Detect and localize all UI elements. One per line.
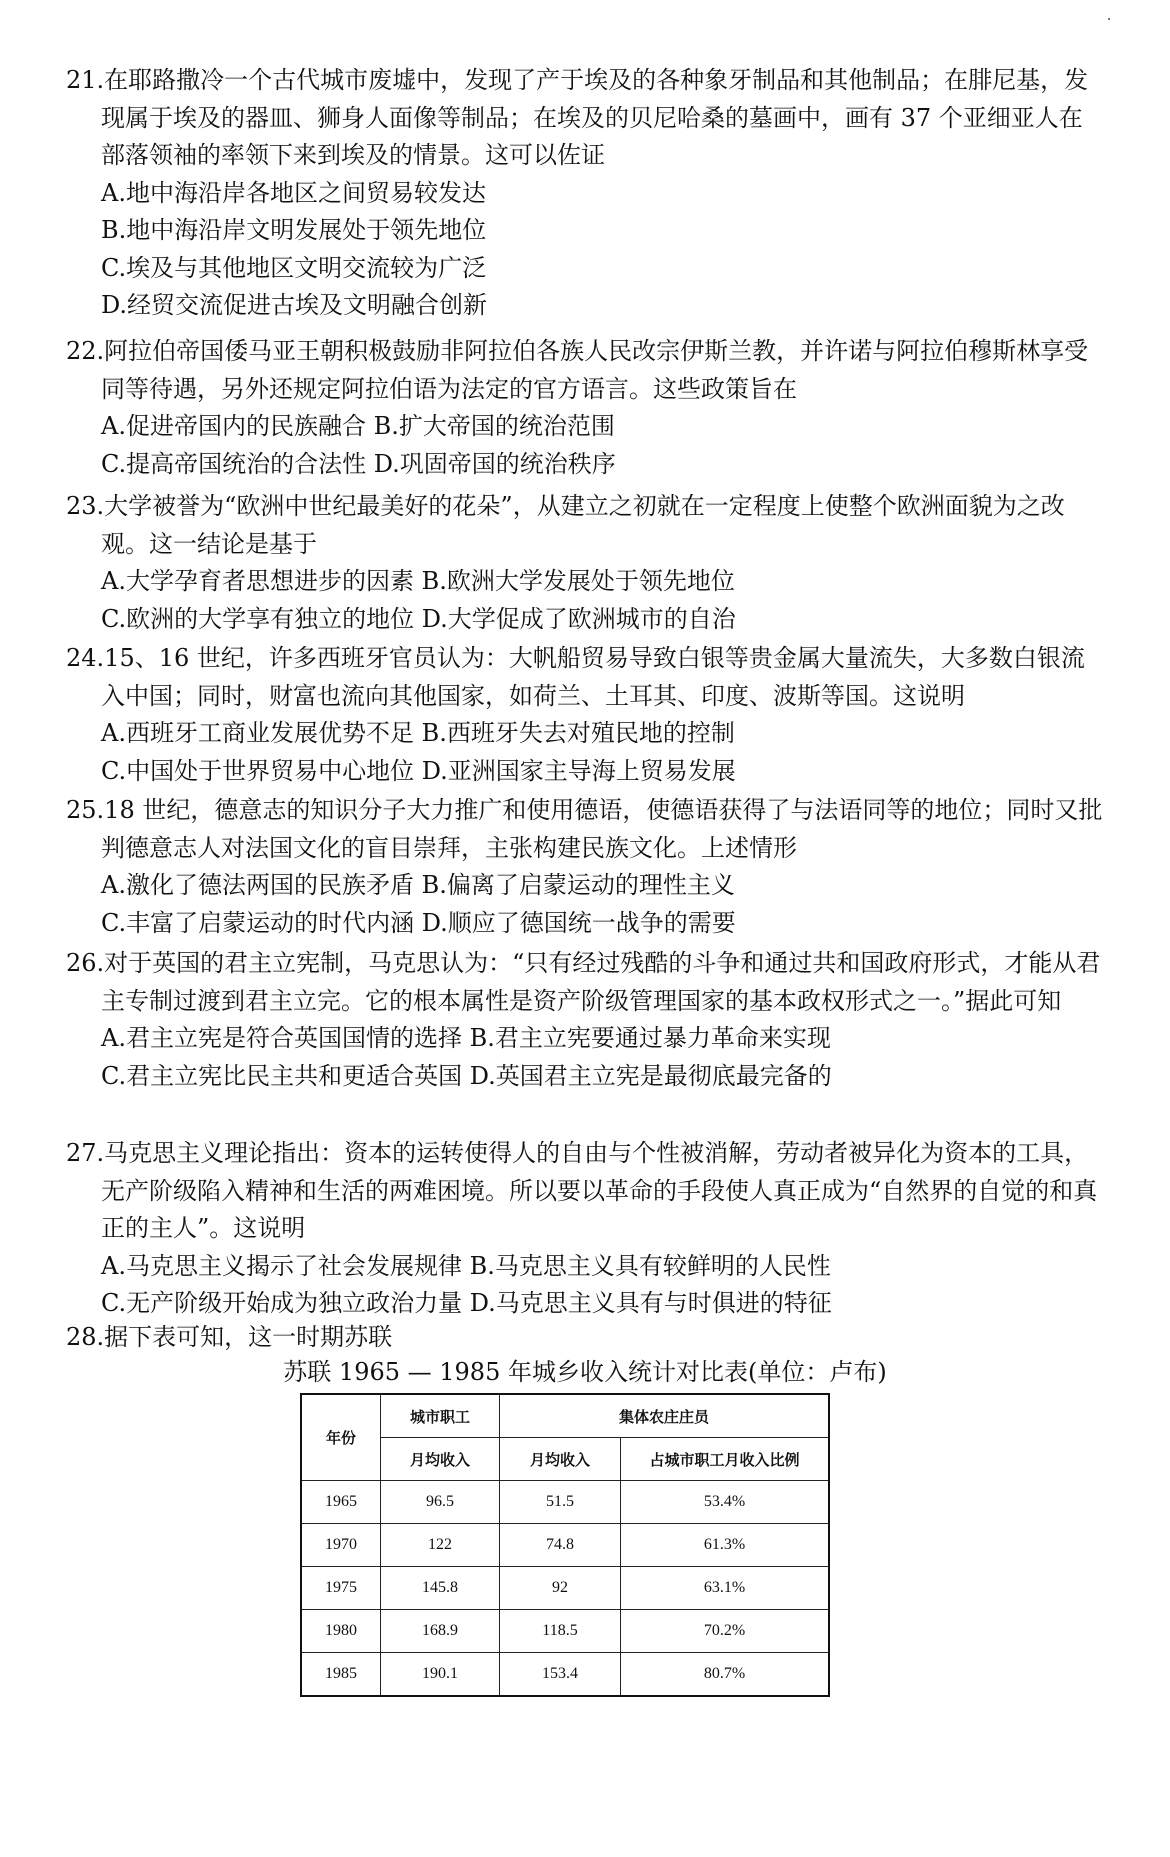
option-ab: A.促进帝国内的民族融合 B.扩大帝国的统治范围 xyxy=(101,412,615,440)
question-stem: 24.15、16 世纪，许多西班牙官员认为：大帆船贸易导致白银等贵金属大量流失，大多数白银流入中国；同时，财富也流向其他国家，如荷兰、土耳其、印度、波斯等国。这说明 xyxy=(66,644,1085,710)
header-collective-farmers: 集体农庄庄员 xyxy=(500,1394,830,1438)
cell-year: 1980 xyxy=(301,1610,381,1653)
question-stem: 22.阿拉伯帝国倭马亚王朝积极鼓励非阿拉伯各族人民改宗伊斯兰教，并许诺与阿拉伯穆斯林享受同等待遇，另外还规定阿拉伯语为法定的官方语言。这些政策旨在 xyxy=(66,337,1089,403)
cell-farm-income: 74.8 xyxy=(500,1524,621,1567)
question-stem: 26.对于英国的君主立宪制，马克思认为：“只有经过残酷的斗争和通过共和国政府形式，才能从君主专制过渡到君主立完。它的根本属性是资产阶级管理国家的基本政权形式之一。”据此可知 xyxy=(66,949,1101,1015)
option-ab: A.西班牙工商业发展优势不足 B.西班牙失去对殖民地的控制 xyxy=(101,719,735,747)
cell-city-income: 122 xyxy=(381,1524,500,1567)
option-cd: C.提高帝国统治的合法性 D.巩固帝国的统治秩序 xyxy=(101,449,616,478)
option-ab: A.激化了德法两国的民族矛盾 B.偏离了启蒙运动的理性主义 xyxy=(101,871,735,899)
cell-city-income: 190.1 xyxy=(381,1653,500,1697)
question-stem: 28.据下表可知，这一时期苏联 xyxy=(66,1323,393,1351)
table-caption: 苏联 1965 — 1985 年城乡收入统计对比表(单位：卢布) xyxy=(283,1358,887,1386)
subheader-farm-income: 月均收入 xyxy=(500,1438,621,1481)
option-c: C.埃及与其他地区文明交流较为广泛 xyxy=(101,253,487,282)
table-row xyxy=(301,1481,829,1524)
option-cd: C.无产阶级开始成为独立政治力量 D.马克思主义具有与时俱进的特征 xyxy=(101,1289,832,1317)
cell-farm-income: 153.4 xyxy=(500,1653,621,1697)
question-stem: 27.马克思主义理论指出：资本的运转使得人的自由与个性被消解，劳动者被异化为资本的工具，无产阶级陷入精神和生活的两难困境。所以要以革命的手段使人真正成为“自然界的自觉的和真正的主人”。这说明 xyxy=(66,1139,1098,1242)
cell-farm-income: 92 xyxy=(500,1567,621,1610)
option-ab: A.大学孕育者思想进步的因素 B.欧洲大学发展处于领先地位 xyxy=(101,567,735,595)
question-27 xyxy=(66,1135,1106,1323)
option-cd: C.丰富了启蒙运动的时代内涵 D.顺应了德国统一战争的需要 xyxy=(101,908,736,937)
option-ab: A.马克思主义揭示了社会发展规律 B.马克思主义具有较鲜明的人民性 xyxy=(101,1251,831,1280)
question-28 xyxy=(66,1319,1106,1357)
option-d: D.经贸交流促进古埃及文明融合创新 xyxy=(101,291,488,319)
income-table xyxy=(300,1393,830,1697)
cell-ratio: 53.4% xyxy=(621,1481,830,1524)
cell-city-income: 96.5 xyxy=(381,1481,500,1524)
scan-speck xyxy=(1108,18,1110,20)
question-stem: 23.大学被誉为“欧洲中世纪最美好的花朵”，从建立之初就在一定程度上使整个欧洲面貌为之改观。这一结论是基于 xyxy=(66,492,1065,558)
option-b: B.地中海沿岸文明发展处于领先地位 xyxy=(101,216,487,244)
table-row xyxy=(301,1567,829,1610)
option-cd: C.中国处于世界贸易中心地位 D.亚洲国家主导海上贸易发展 xyxy=(101,756,736,785)
cell-ratio: 80.7% xyxy=(621,1653,830,1697)
question-24 xyxy=(66,640,1106,790)
cell-year: 1970 xyxy=(301,1524,381,1567)
question-stem: 25.18 世纪，德意志的知识分子大力推广和使用德语，使德语获得了与法语同等的地位；同时又批判德意志人对法国文化的盲目崇拜，主张构建民族文化。上述情形 xyxy=(66,796,1103,862)
option-cd: C.君主立宪比民主共和更适合英国 D.英国君主立宪是最彻底最完备的 xyxy=(101,1061,832,1090)
table-row xyxy=(301,1524,829,1567)
cell-farm-income: 118.5 xyxy=(500,1610,621,1653)
question-stem: 21.在耶路撒冷一个古代城市废墟中，发现了产于埃及的各种象牙制品和其他制品；在腓尼基，发现属于埃及的器皿、狮身人面像等制品；在埃及的贝尼哈桑的墓画中，画有 37 个亚细亚人在部落领袖的率领下来到埃及的情景。这可以佐证 xyxy=(66,66,1089,169)
question-22 xyxy=(66,333,1106,483)
table-row xyxy=(301,1653,829,1697)
option-ab: A.君主立宪是符合英国国情的选择 B.君主立宪要通过暴力革命来实现 xyxy=(101,1024,831,1052)
cell-ratio: 61.3% xyxy=(621,1524,830,1567)
question-21 xyxy=(66,62,1106,325)
question-25 xyxy=(66,792,1106,942)
cell-year: 1975 xyxy=(301,1567,381,1610)
header-city-workers: 城市职工 xyxy=(381,1394,500,1438)
cell-ratio: 63.1% xyxy=(621,1567,830,1610)
question-23 xyxy=(66,488,1106,638)
cell-city-income: 168.9 xyxy=(381,1610,500,1653)
cell-year: 1965 xyxy=(301,1481,381,1524)
header-year: 年份 xyxy=(301,1394,381,1481)
table-row xyxy=(301,1610,829,1653)
option-a: A.地中海沿岸各地区之间贸易较发达 xyxy=(101,178,486,207)
subheader-ratio: 占城市职工月收入比例 xyxy=(621,1438,830,1481)
cell-ratio: 70.2% xyxy=(621,1610,830,1653)
question-26 xyxy=(66,945,1106,1095)
subheader-city-income: 月均收入 xyxy=(381,1438,500,1481)
cell-city-income: 145.8 xyxy=(381,1567,500,1610)
option-cd: C.欧洲的大学享有独立的地位 D.大学促成了欧洲城市的自治 xyxy=(101,604,736,633)
cell-year: 1985 xyxy=(301,1653,381,1697)
cell-farm-income: 51.5 xyxy=(500,1481,621,1524)
